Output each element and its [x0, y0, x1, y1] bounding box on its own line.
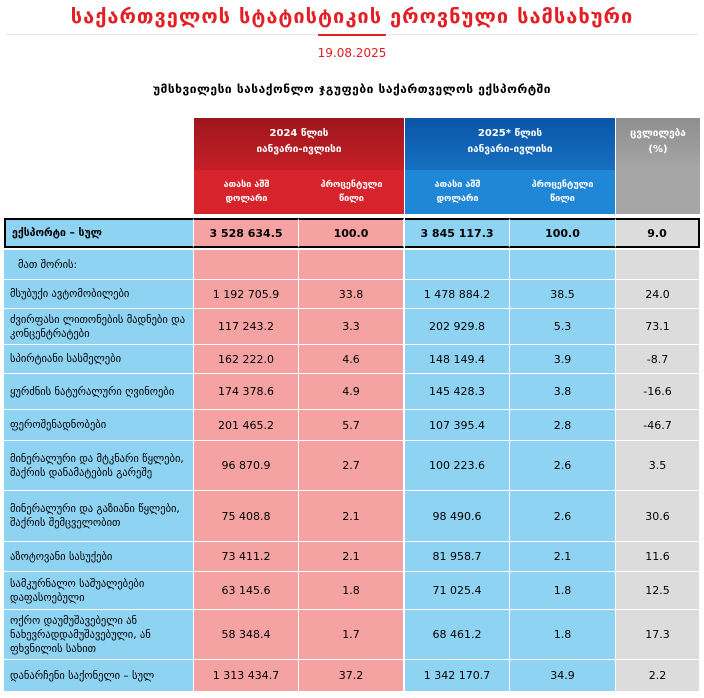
cell-share-2025: 38.5 — [510, 280, 616, 309]
cell-share-2024: 2.1 — [299, 542, 404, 572]
header-2024-value — [194, 178, 299, 206]
cell-value-2025: 68 461.2 — [405, 610, 510, 660]
cell-value-2025: 1 342 170.7 — [405, 660, 510, 692]
header-2024-share-line1: პროცენტული — [320, 180, 383, 190]
header-2024-line2: იანვარი-ივლისი — [256, 144, 342, 155]
cell-share-2024: 2.7 — [299, 441, 404, 491]
cell-change: 73.1 — [616, 309, 700, 345]
cell-share-2024: 33.8 — [299, 280, 404, 309]
cell-label: მსუბუქი ავტომობილები — [4, 280, 194, 309]
header-2025-share — [510, 178, 615, 206]
cell-label: სამკურნალო საშუალებები დაფასოებული — [4, 572, 194, 610]
cell-share-2025: 34.9 — [510, 660, 616, 692]
cell-label: მათ შორის: — [4, 250, 194, 280]
cell-change: 17.3 — [616, 610, 700, 660]
cell-value-2024: 3 528 634.5 — [194, 218, 299, 248]
cell-share-2024: 1.7 — [299, 610, 404, 660]
cell-change: 11.6 — [616, 542, 700, 572]
cell-share-2025: 1.8 — [510, 572, 616, 610]
cell-change: -16.6 — [616, 374, 700, 410]
table-row — [4, 610, 700, 660]
cell-value-2025: 107 395.4 — [405, 410, 510, 441]
cell-share-2024: 4.6 — [299, 345, 404, 374]
cell-value-2024: 1 313 434.7 — [194, 660, 299, 692]
cell-share-2024: 3.3 — [299, 309, 404, 345]
cell-value-2025: 145 428.3 — [405, 374, 510, 410]
header-2025-period — [405, 126, 615, 158]
cell-share-2025: 5.3 — [510, 309, 616, 345]
cell-share-2024: 1.8 — [299, 572, 404, 610]
cell-value-2024: 1 192 705.9 — [194, 280, 299, 309]
cell-label: აზოტოვანი სასუქები — [4, 542, 194, 572]
header-2025-value-line1: ათასი აშშ — [434, 180, 481, 190]
cell-label: ოქრო დაუმუშავებელი ან ნახევრადდამუშავებული, ან ფხვნილის სახით — [4, 610, 194, 660]
cell-value-2024: 117 243.2 — [194, 309, 299, 345]
table-row — [4, 542, 700, 572]
header-change — [616, 118, 700, 214]
header-2025-value-line2: დოლარი — [436, 194, 479, 204]
cell-change: 24.0 — [616, 280, 700, 309]
cell-empty — [510, 250, 616, 280]
cell-value-2024: 63 145.6 — [194, 572, 299, 610]
table-row — [4, 410, 700, 441]
cell-change: -46.7 — [616, 410, 700, 441]
cell-share-2025: 2.8 — [510, 410, 616, 441]
header-2024-share-line2: წილი — [339, 194, 364, 204]
cell-empty — [194, 250, 299, 280]
table-row — [4, 572, 700, 610]
cell-label: მინერალური და გაზიანი წყლები, შაქრის შემცველობით — [4, 491, 194, 542]
table-row — [4, 345, 700, 374]
cell-label: დანარჩენი საქონელი – სულ — [4, 660, 194, 692]
header-2025-share-line1: პროცენტული — [531, 180, 594, 190]
cell-share-2024: 2.1 — [299, 491, 404, 542]
table-row — [4, 660, 700, 692]
cell-share-2025: 100.0 — [510, 218, 616, 248]
cell-change: 9.0 — [616, 218, 700, 248]
header-2025-share-line2: წილი — [550, 194, 575, 204]
cell-change: 12.5 — [616, 572, 700, 610]
header-2025-value — [405, 178, 510, 206]
cell-label: მინერალური და მტკნარი წყლები, შაქრის დანამატების გარეშე — [4, 441, 194, 491]
header-2025-line1: 2025* წლის — [477, 128, 543, 139]
cell-value-2024: 201 465.2 — [194, 410, 299, 441]
table-row-including — [4, 250, 700, 280]
cell-empty — [299, 250, 404, 280]
cell-label: ყურძნის ნატურალური ღვინოები — [4, 374, 194, 410]
cell-value-2025: 71 025.4 — [405, 572, 510, 610]
header-2024-value-line1: ათასი აშშ — [223, 180, 270, 190]
header-change-line2: (%) — [648, 144, 668, 155]
cell-label: ფეროშენადნობები — [4, 410, 194, 441]
cell-share-2024: 4.9 — [299, 374, 404, 410]
cell-label: სპირტიანი სასმელები — [4, 345, 194, 374]
cell-value-2024: 162 222.0 — [194, 345, 299, 374]
cell-value-2024: 96 870.9 — [194, 441, 299, 491]
table-row — [4, 309, 700, 345]
header-2024-period — [194, 126, 404, 158]
cell-share-2025: 3.9 — [510, 345, 616, 374]
cell-value-2024: 174 378.6 — [194, 374, 299, 410]
cell-value-2025: 148 149.4 — [405, 345, 510, 374]
table-row — [4, 374, 700, 410]
cell-change: 30.6 — [616, 491, 700, 542]
header-accent-line — [318, 34, 386, 36]
cell-share-2025: 3.8 — [510, 374, 616, 410]
cell-share-2025: 2.6 — [510, 491, 616, 542]
header-change-line1: ცვლილება — [630, 128, 686, 139]
cell-share-2025: 1.8 — [510, 610, 616, 660]
header-2025 — [405, 118, 615, 214]
table-title: უმსხვილესი სასაქონლო ჯგუფები საქართველოს ექსპორტში — [152, 82, 552, 96]
cell-value-2025: 100 223.6 — [405, 441, 510, 491]
cell-label: ძვირფასი ლითონების მადნები და კონცენტრატები — [4, 309, 194, 345]
cell-change: 3.5 — [616, 441, 700, 491]
cell-value-2025: 1 478 884.2 — [405, 280, 510, 309]
cell-share-2025: 2.6 — [510, 441, 616, 491]
publication-date: 19.08.2025 — [317, 46, 387, 60]
table-row — [4, 491, 700, 542]
cell-empty — [616, 250, 700, 280]
table-row-total — [4, 218, 700, 248]
cell-value-2024: 58 348.4 — [194, 610, 299, 660]
cell-label: ექსპორტი – სულ — [4, 218, 194, 248]
table-row — [4, 280, 700, 309]
table-row — [4, 441, 700, 491]
cell-value-2025: 3 845 117.3 — [405, 218, 510, 248]
page-title: საქართველოს სტატისტიკის ეროვნული სამსახური — [70, 4, 634, 28]
cell-empty — [405, 250, 510, 280]
cell-share-2024: 100.0 — [299, 218, 404, 248]
header-2024 — [194, 118, 404, 214]
cell-value-2024: 75 408.8 — [194, 491, 299, 542]
header-2025-line2: იანვარი-ივლისი — [467, 144, 553, 155]
cell-value-2025: 98 490.6 — [405, 491, 510, 542]
cell-share-2024: 5.7 — [299, 410, 404, 441]
header-2024-value-line2: დოლარი — [225, 194, 268, 204]
cell-value-2025: 81 958.7 — [405, 542, 510, 572]
cell-change: 2.2 — [616, 660, 700, 692]
cell-change: -8.7 — [616, 345, 700, 374]
cell-share-2024: 37.2 — [299, 660, 404, 692]
header-change-label — [616, 126, 700, 158]
header-2024-share — [299, 178, 404, 206]
cell-value-2025: 202 929.8 — [405, 309, 510, 345]
header-2024-line1: 2024 წლის — [269, 128, 329, 139]
cell-value-2024: 73 411.2 — [194, 542, 299, 572]
cell-share-2025: 2.1 — [510, 542, 616, 572]
